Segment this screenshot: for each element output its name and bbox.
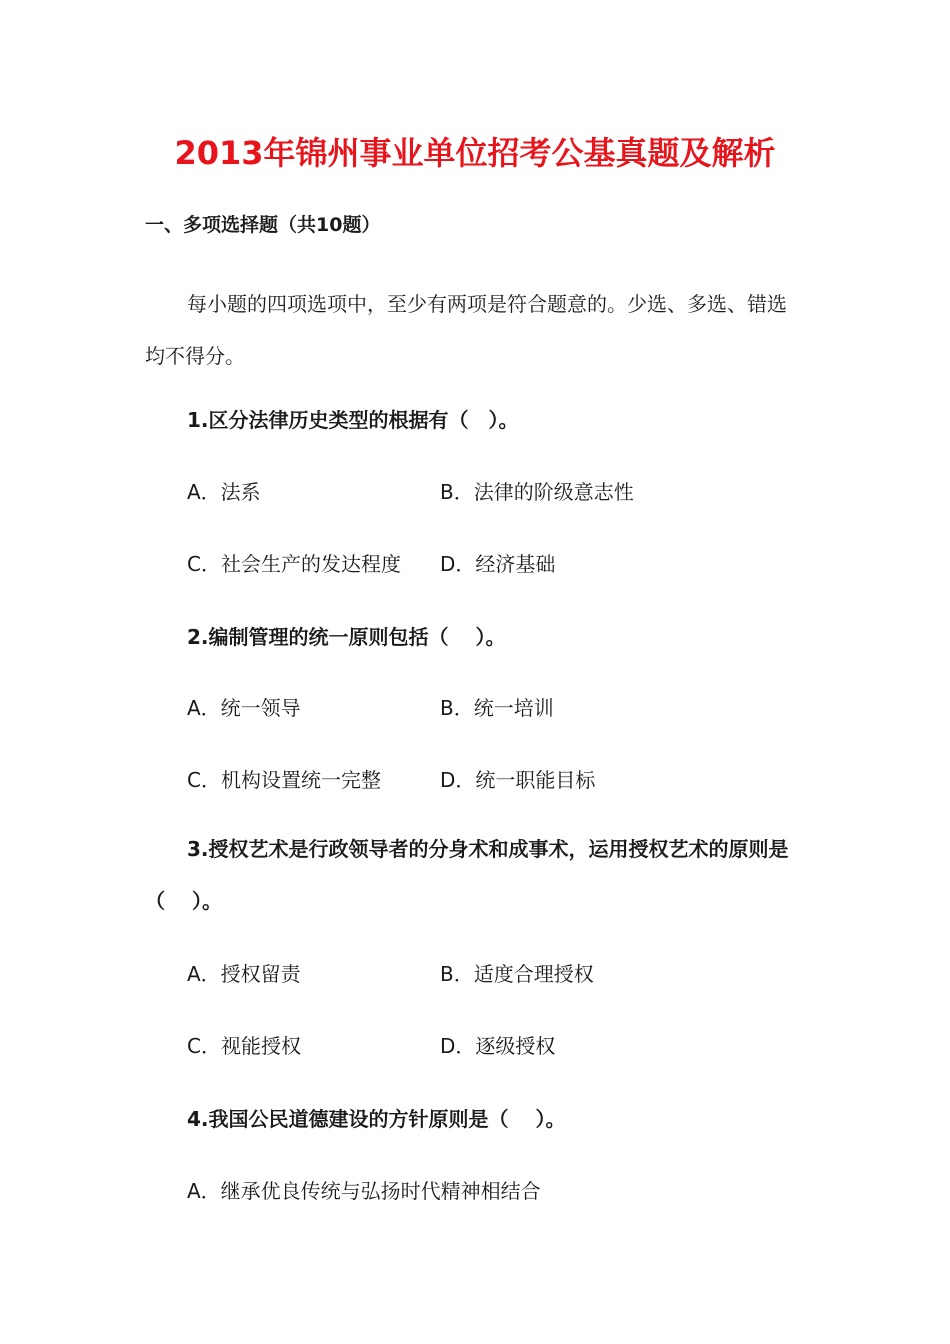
- question-1-option-c: C．社会生产的发达程度: [187, 552, 401, 576]
- question-1-option-b: B．法律的阶级意志性: [440, 480, 634, 504]
- question-4-stem: 4.我国公民道德建设的方针原则是（ ）。: [187, 1107, 566, 1131]
- instructions-paragraph: 每小题的四项选项中，至少有两项是符合题意的。少选、多选、错选均不得分。: [145, 292, 787, 368]
- question-1-option-a: A．法系: [187, 480, 261, 504]
- question-3-option-a: A．授权留责: [187, 962, 301, 986]
- document-title: 2013年锦州事业单位招考公基真题及解析: [174, 134, 776, 172]
- question-1-stem: 1.区分法律历史类型的根据有（ ）。: [187, 408, 519, 432]
- question-4-option-a: A．继承优良传统与弘扬时代精神相结合: [187, 1179, 541, 1203]
- question-2-option-a: A．统一领导: [187, 696, 301, 720]
- question-3-option-d: D．逐级授权: [440, 1034, 556, 1058]
- question-3-stem: 3.授权艺术是行政领导者的分身术和成事术，运用授权艺术的原则是（ ）。: [145, 837, 789, 913]
- question-3-option-c: C．视能授权: [187, 1034, 301, 1058]
- question-2-option-b: B．统一培训: [440, 696, 554, 720]
- question-2-option-c: C．机构设置统一完整: [187, 768, 381, 792]
- question-2-stem: 2.编制管理的统一原则包括（ ）。: [187, 625, 506, 649]
- section-heading: 一、多项选择题（共10题）: [145, 214, 381, 236]
- question-2-option-d: D．统一职能目标: [440, 768, 596, 792]
- question-3-option-b: B．适度合理授权: [440, 962, 594, 986]
- question-1-option-d: D．经济基础: [440, 552, 556, 576]
